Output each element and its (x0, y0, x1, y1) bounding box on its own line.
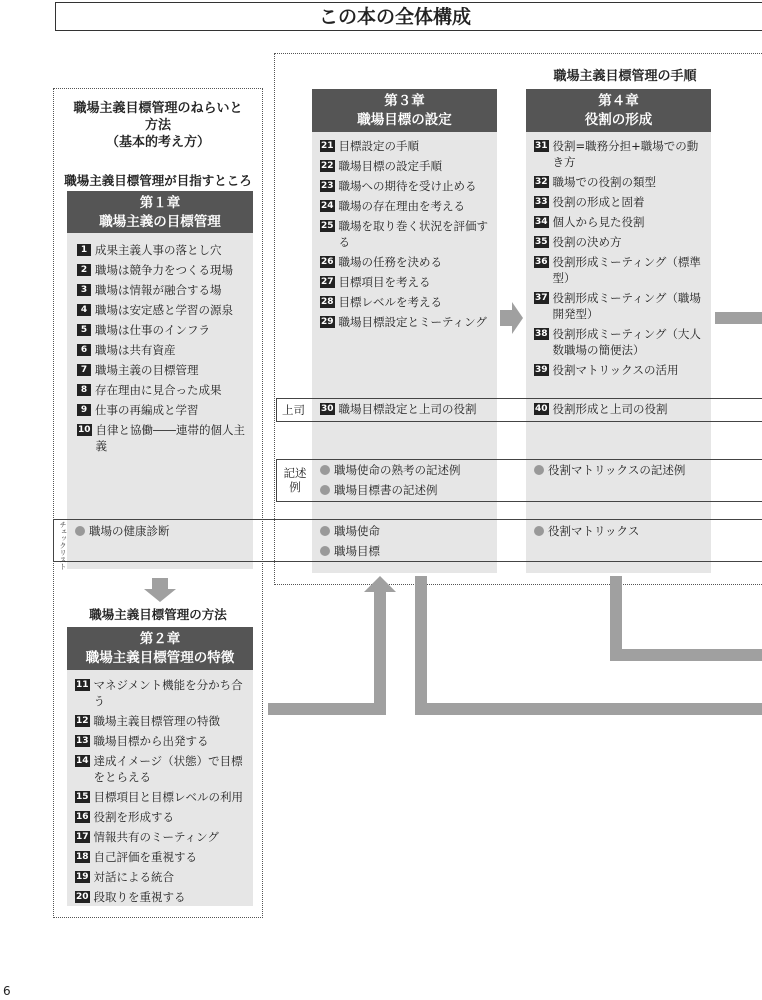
list-item (75, 789, 249, 805)
item-number: 22 (321, 161, 334, 171)
item-text: 職場目標設定と上司の役割 (338, 402, 477, 416)
item-number: 14 (76, 756, 89, 766)
item-text: 役割形成と上司の役割 (552, 402, 668, 416)
list-item (75, 889, 249, 905)
item-text: 情報共有のミーティング (93, 830, 219, 844)
item-text: 目標設定の手順 (338, 139, 420, 153)
flow-line-ch2-to-ch3 (268, 590, 380, 709)
item-text: 職場目標設定とミーティング (338, 315, 487, 329)
item-text: 役割マトリックスの活用 (552, 363, 679, 377)
heading-line: （基本的考え方） (105, 135, 210, 150)
flow-line-ch4-down (616, 576, 762, 655)
item-number: 27 (321, 277, 334, 287)
item-number: 37 (535, 293, 548, 303)
item-number: 9 (77, 404, 91, 416)
item-text: 仕事の再編成と学習 (95, 403, 199, 417)
chapter2-panel (67, 627, 253, 906)
item-number: 4 (77, 304, 91, 316)
list-item (75, 849, 249, 865)
item-number: 39 (535, 365, 548, 375)
list-item (75, 733, 249, 749)
item-text: 役割を形成する (93, 810, 175, 824)
heading-line: 職場主義目標管理のねらいと (73, 101, 243, 116)
item-number: 1 (77, 244, 91, 256)
list-item (75, 677, 249, 709)
item-number: 20 (76, 892, 89, 902)
item-text: 成果主義人事の落とし穴 (95, 243, 222, 257)
checklist-text: 職場の健康診断 (89, 524, 170, 538)
item-number: 10 (78, 425, 91, 435)
list-item (75, 753, 249, 785)
item-text: 役割形成ミーティング（職場開発型） (552, 291, 701, 321)
item-number: 17 (76, 832, 89, 842)
item-number: 35 (535, 237, 548, 247)
item-text: 達成イメージ（状態）で目標をとらえる (93, 754, 243, 784)
item-number: 26 (321, 257, 334, 267)
chapter-title: 役割の形成 (584, 112, 653, 128)
list-item (75, 869, 249, 885)
item-number: 18 (76, 852, 89, 862)
chapter-title: 職場主義目標管理の特徴 (85, 650, 235, 666)
arrow-to-next-page (715, 312, 762, 324)
checklist-row-label: チェックリスト (59, 521, 67, 570)
item-number: 19 (76, 872, 89, 882)
item-number: 13 (76, 736, 89, 746)
item-number: 11 (76, 680, 89, 690)
chapter-label: 第３章 (384, 93, 425, 109)
item-number: 29 (321, 317, 334, 327)
item-number: 38 (535, 329, 548, 339)
item-text: 自己評価を重視する (93, 850, 198, 864)
examples-row-label: 記述例 (283, 466, 307, 494)
item-text: 自律と協働――連帯的個人主義 (95, 423, 246, 453)
item-number: 8 (77, 384, 91, 396)
item-text: 職場は仕事のインフラ (95, 323, 210, 337)
item-text: 職場は共有資産 (95, 343, 176, 357)
example-text: 職場使命の熟考の記述例 (334, 463, 461, 477)
checklist-text: 職場目標 (334, 544, 380, 558)
item-text: 対話による統合 (93, 870, 175, 884)
list-item (75, 713, 249, 729)
item-text: 職場目標から出発する (93, 734, 209, 748)
item-number: 36 (535, 257, 548, 267)
item-text: 職場目標の設定手順 (338, 159, 443, 173)
item-text: 職場主義の目標管理 (95, 363, 199, 377)
item-number: 28 (321, 297, 334, 307)
item-text: 職場は情報が融合する場 (95, 283, 222, 297)
item-number: 33 (535, 197, 548, 207)
item-text: マネジメント機能を分かち合う (93, 678, 243, 708)
checklist-text: 職場使命 (334, 524, 380, 538)
item-number: 15 (76, 792, 89, 802)
item-text: 役割=職務分担+職場での動き方 (552, 139, 699, 169)
procedure-heading: 職場主義目標管理の手順 (553, 69, 697, 84)
list-item (75, 829, 249, 845)
item-number: 6 (77, 344, 91, 356)
item-text: 役割の形成と固着 (552, 195, 645, 209)
method-subheading: 職場主義目標管理の方法 (89, 607, 227, 622)
item-text: 目標項目を考える (338, 275, 431, 289)
item-text: 存在理由に見合った成果 (95, 383, 222, 397)
item-number: 34 (535, 217, 548, 227)
page-title: この本の全体構成 (55, 2, 762, 31)
chapter2-list (67, 670, 253, 905)
item-number: 2 (77, 264, 91, 276)
chapter-title: 職場主義の目標管理 (99, 214, 221, 230)
checklist-text: 役割マトリックス (548, 524, 640, 538)
example-text: 役割マトリックスの記述例 (548, 463, 686, 477)
heading-line: 方法 (144, 118, 171, 133)
chapter2-header (67, 627, 253, 670)
item-number: 12 (76, 716, 89, 726)
item-text: 職場の存在理由を考える (338, 199, 466, 213)
item-text: 職場を取り巻く状況を評価する (338, 219, 489, 249)
item-number: 21 (321, 141, 334, 151)
item-number: 23 (321, 181, 334, 191)
chapter-label: 第１章 (139, 195, 181, 211)
item-text: 役割形成ミーティング（大人数職場の簡便法） (552, 327, 701, 357)
item-text: 役割の決め方 (552, 235, 622, 249)
item-text: 役割形成ミーティング（標準型） (552, 255, 701, 285)
chapter-label: 第４章 (598, 93, 639, 109)
arrow-right-icon (500, 302, 523, 334)
item-text: 個人から見た役割 (552, 215, 645, 229)
item-text: 職場は安定感と学習の源泉 (95, 303, 233, 317)
arrow-down-icon (144, 578, 176, 602)
example-text: 職場目標書の記述例 (334, 483, 438, 497)
item-number: 5 (77, 324, 91, 336)
item-number: 3 (77, 284, 91, 296)
item-text: 目標項目と目標レベルの利用 (93, 790, 244, 804)
item-text: 段取りを重視する (93, 890, 186, 904)
item-text: 職場への期待を受け止める (338, 179, 477, 193)
goal-subheading: 職場主義目標管理が目指すところ (64, 173, 252, 188)
list-item (75, 809, 249, 825)
arrow-up-icon (364, 576, 396, 592)
flow-line-ch3-down (421, 576, 762, 709)
item-text: 職場の任務を決める (338, 255, 443, 269)
item-text: 職場での役割の類型 (552, 175, 657, 189)
item-number: 24 (321, 201, 334, 211)
item-text: 職場は競争力をつくる現場 (95, 263, 233, 277)
chapter-title: 職場目標の設定 (357, 112, 452, 128)
boss-row-label: 上司 (282, 403, 305, 417)
chapter-label: 第２章 (139, 631, 181, 647)
item-number: 25 (321, 221, 334, 231)
item-number: 30 (321, 404, 334, 414)
item-number: 31 (535, 141, 548, 151)
item-number: 16 (76, 812, 89, 822)
item-number: 7 (77, 364, 91, 376)
item-text: 職場主義目標管理の特徴 (93, 714, 221, 728)
page-number: 6 (3, 984, 11, 998)
item-number: 40 (535, 404, 548, 414)
item-number: 32 (535, 177, 548, 187)
item-text: 目標レベルを考える (338, 295, 443, 309)
